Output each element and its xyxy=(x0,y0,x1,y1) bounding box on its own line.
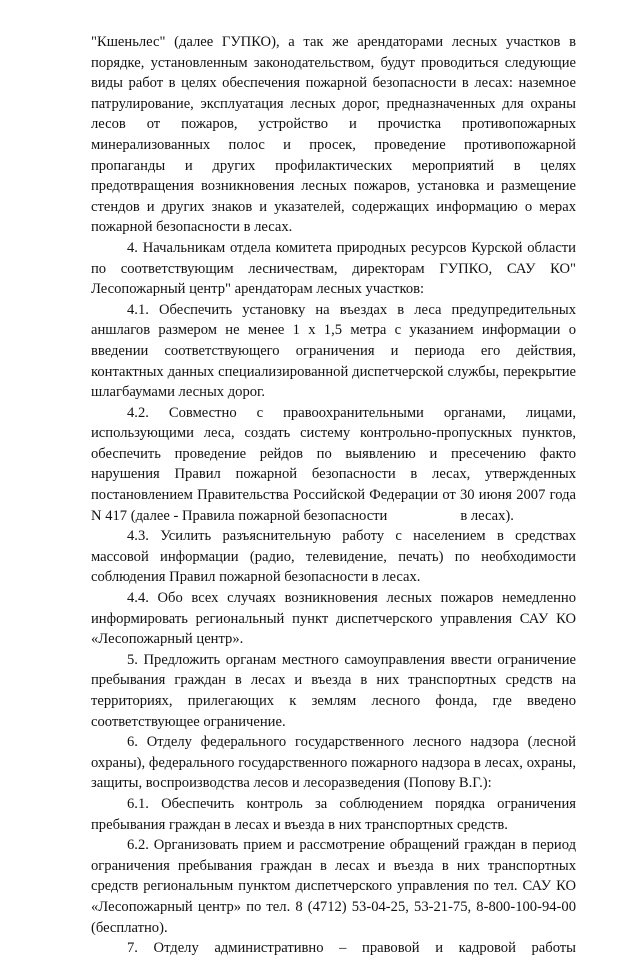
paragraph-item-6: 6. Отделу федерального государственного лесного надзора (лесной охраны), федерального государственного пожарного надзора в лесах, охраны, защиты, воспроизводства лесов и лесоразведения (Попову В.Г.): xyxy=(91,734,576,792)
paragraph-intro-continuation: "Кшеньлес" (далее ГУПКО), а так же арендаторами лесных участков в порядке, установленным законодательством, будут проводиться следующие виды работ в целях обеспечения пожарной безопасности в лесах: наземное патрулирование, эксплуатация лесных дорог, предназначенных для охраны лесов от пожаров, устройство и прочистка противопожарных минерализованных полос и просек, проведение противопожарной пропаганды и других профилактических мероприятий в целях предотвращения возникновения лесных пожаров, установка и размещение стендов и других знаков и указателей, содержащих информацию о мерах пожарной безопасности в лесах. xyxy=(91,34,576,236)
paragraph-item-7: 7. Отделу административно – правовой и кадровой работы xyxy=(127,940,576,957)
paragraph-item-4-1: 4.1. Обеспечить установку на въездах в леса предупредительных аншлагов размером не менее 1 х 1,5 метра с указанием информации о введении соответствующего ограничения и периода его действия, контактных данных специализированной диспетчерской службы, перекрытие шлагбаумами лесных дорог. xyxy=(91,301,576,401)
paragraph-item-4-2: 4.2. Совместно с правоохранительными органами, лицами, использующими леса, создать систему контрольно-пропускных пунктов, обеспечить проведение рейдов по выявлению и пресечению факто нарушения Правил пожарной безопасности в лесах, утвержденных постановлением Правительства Российской Федерации от 30 июня 2007 года N 417 (далее - Правила пожарной безопасности в лесах). xyxy=(91,404,580,524)
paragraph-item-5: 5. Предложить органам местного самоуправления ввести ограничение пребывания граждан в лесах и въезда в них транспортных средств на территориях, прилегающих к землям лесного фонда, где введено соответствующее ограничение. xyxy=(91,651,576,730)
paragraph-item-6-2: 6.2. Организовать прием и рассмотрение обращений граждан в период ограничения пребывания граждан в лесах и въезда в них транспортных средств региональным пунктом диспетчерского управления по тел. САУ КО «Лесопожарный центр» по тел. 8 (4712) 53-04-25, 53-21-75, 8-800-100-94-00 (бесплатно). xyxy=(91,837,576,936)
paragraph-item-6-1: 6.1. Обеспечить контроль за соблюдением порядка ограничения пребывания граждан в лесах и въезда в них транспортных средств. xyxy=(91,795,576,833)
paragraph-item-4-4: 4.4. Обо всех случаях возникновения лесных пожаров немедленно информировать региональный пункт диспетчерского управления САУ КО «Лесопожарный центр». xyxy=(91,590,576,648)
paragraph-item-4-3: 4.3. Усилить разъяснительную работу с населением в средствах массовой информации (радио, телевидение, печать) по необходимости соблюдения Правил пожарной безопасности в лесах. xyxy=(91,528,576,586)
paragraph-item-4: 4. Начальникам отдела комитета природных ресурсов Курской области по соответствующим лесничествам, директорам ГУПКО, САУ КО" Лесопожарный центр" арендаторам лесных участков: xyxy=(91,239,576,298)
